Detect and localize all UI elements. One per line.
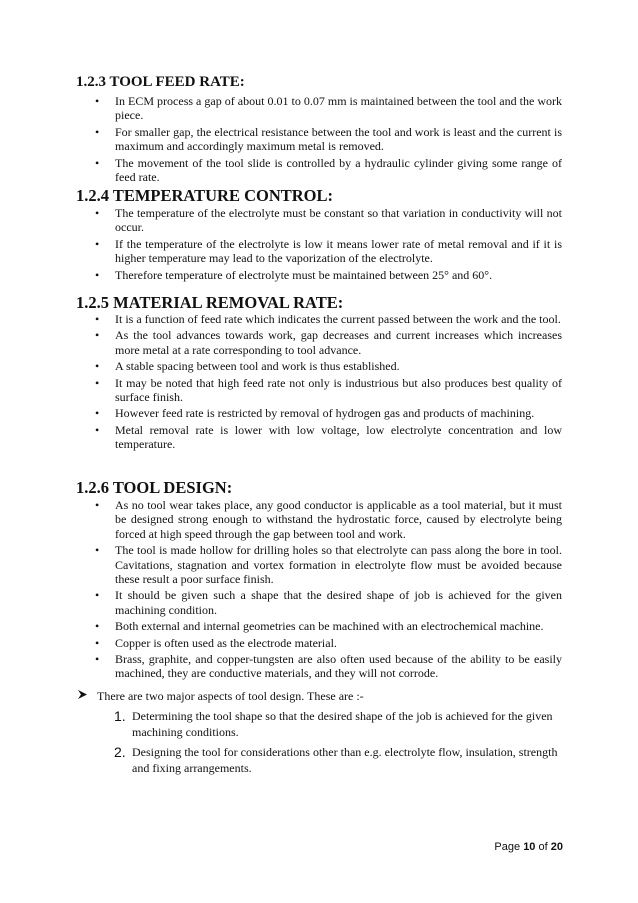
list-item: • Both external and internal geometries can be machined with an electrochemical machine. — [95, 619, 562, 633]
page-prefix: Page — [494, 841, 521, 853]
item-number: 2. — [114, 744, 126, 760]
list-item: • As the tool advances towards work, gap decreases and current increases which increases more metal at a rate corresponding to tool advance. — [95, 328, 562, 357]
list-item: • It is a function of feed rate which indicates the current passed between the work and the tool. — [95, 312, 562, 326]
tool-design-list — [95, 498, 562, 683]
list-item: • Copper is often used as the electrode material. — [95, 636, 562, 650]
list-item: • For smaller gap, the electrical resistance between the tool and work is least and the current is maximum and accordingly maximum metal is removed. — [95, 125, 562, 154]
page-total: 20 — [550, 841, 563, 853]
aspects-intro — [77, 689, 364, 704]
temperature-control-list — [95, 206, 562, 284]
list-item: • The tool is made hollow for drilling holes so that electrolyte can pass along the bore in tool. Cavitations, stagnation and vortex formation in electrolyte flow must be avoided because these result a poor surface finish. — [95, 543, 562, 586]
page-current: 10 — [523, 841, 536, 853]
item-number: 1. — [114, 708, 126, 724]
list-item — [112, 744, 562, 776]
aspects-list — [112, 708, 562, 780]
list-item: • Therefore temperature of electrolyte must be maintained between 25° and 60°. — [95, 268, 562, 282]
list-item: • The temperature of the electrolyte must be constant so that variation in conductivity will not occur. — [95, 206, 562, 235]
list-item: • It should be given such a shape that the desired shape of job is achieved for the given machining condition. — [95, 588, 562, 617]
list-item: • It may be noted that high feed rate not only is industrious but also produces best quality of surface finish. — [95, 376, 562, 405]
heading-material-removal-rate: 1.2.5 MATERIAL REMOVAL RATE: — [76, 293, 344, 312]
heading-temperature-control: 1.2.4 TEMPERATURE CONTROL: — [76, 186, 333, 205]
list-item: • A stable spacing between tool and work is thus established. — [95, 359, 562, 373]
list-item: • Brass, graphite, and copper-tungsten are also often used because of the ability to be easily machined, they are conductive materials, and they will not corrode. — [95, 652, 562, 681]
item-text: Determining the tool shape so that the desired shape of the job is achieved for the given machining conditions. — [132, 709, 553, 739]
list-item: • As no tool wear takes place, any good conductor is applicable as a tool material, but it must be designed strong enough to withstand the hydrostatic force, caused by electrolyte being forced at high speed through the gap between tool and work. — [95, 498, 562, 541]
list-item: • If the temperature of the electrolyte is low it means lower rate of metal removal and if it is higher temperature may lead to the vaporization of the electrolyte. — [95, 237, 562, 266]
list-item: • In ECM process a gap of about 0.01 to 0.07 mm is maintained between the tool and the work piece. — [95, 94, 562, 123]
aspects-intro-text: There are two major aspects of tool design. These are :- — [97, 689, 364, 703]
page-of: of — [538, 841, 548, 853]
heading-tool-feed-rate: 1.2.3 TOOL FEED RATE: — [76, 74, 245, 90]
heading-tool-design: 1.2.6 TOOL DESIGN: — [76, 478, 233, 497]
list-item — [112, 708, 562, 740]
page-number — [494, 841, 563, 853]
list-item: • The movement of the tool slide is controlled by a hydraulic cylinder giving some range of feed rate. — [95, 156, 562, 185]
list-item: • Metal removal rate is lower with low voltage, low electrolyte concentration and low temperature. — [95, 423, 562, 452]
item-text: Designing the tool for considerations other than e.g. electrolyte flow, insulation, strength and fixing arrangements. — [132, 745, 558, 775]
tool-feed-rate-list — [95, 94, 562, 186]
arrow-bullet-icon — [77, 689, 97, 704]
list-item: • However feed rate is restricted by removal of hydrogen gas and products of machining. — [95, 406, 562, 420]
material-removal-rate-list — [95, 312, 562, 454]
